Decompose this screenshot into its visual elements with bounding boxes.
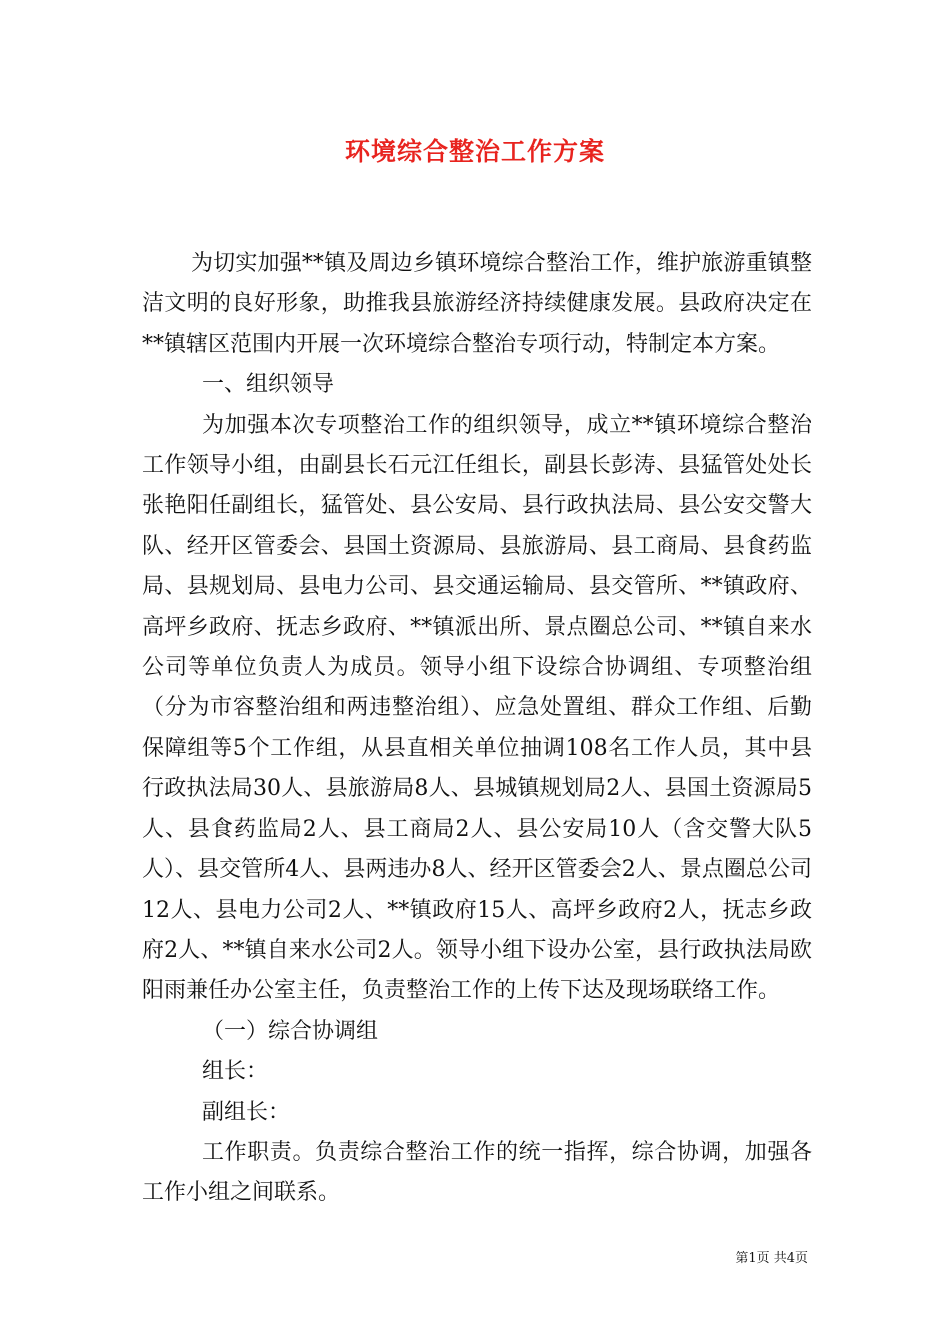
subsection-heading: （一）综合协调组 xyxy=(202,1018,379,1044)
leader-label: 组长： xyxy=(202,1059,269,1085)
section-heading: 一、组织领导 xyxy=(202,372,335,398)
intro-paragraph: 为切实加强**镇及周边乡镇环境综合整治工作，维护旅游重镇整洁文明的良好形象，助推我县旅游经济持续健康发展。县政府决定在**镇辖区范围内开展一次环境综合整治专项行动，特制定本方案。 xyxy=(142,251,812,357)
page-number-footer: 第1页 共4页 xyxy=(735,1251,808,1266)
deputy-leader-label: 副组长： xyxy=(202,1099,291,1125)
duty-paragraph: 工作职责。负责综合整治工作的统一指挥，综合协调，加强各工作小组之间联系。 xyxy=(142,1139,812,1206)
section-body-paragraph: 为加强本次专项整治工作的组织领导，成立**镇环境综合整治工作领导小组，由副县长石元江任组长，副县长彭涛、县猛管处处长张艳阳任副组长，猛管处、县公安局、县行政执法局、县公安交警大队、经开区管委会、县国土资源局、县旅游局、县工商局、县食药监局、县规划局、县电力公司、县交通运输局、县交管所、**镇政府、高坪乡政府、抚志乡政府、**镇派出所、景点圈总公司、**镇自来水公司等单位负责人为成员。领导小组下设综合协调组、专项整治组（分为市容整治组和两违整治组）、应急处置组、群众工作组、后勤保障组等5个工作组，从县直相关单位抽调108名工作人员，其中县行政执法局30人、县旅游局8人、县城镇规划局2人、县国土资源局5人、县食药监局2人、县工商局2人、县公安局10人（含交警大队5人）、县交管所4人、县两违办8人、经开区管委会2人、景点圈总公司12人、县电力公司2人、**镇政府15人、高坪乡政府2人，抚志乡政府2人、**镇自来水公司2人。领导小组下设办公室，县行政执法局欧阳雨兼任办公室主任，负责整治工作的上传下达及现场联络工作。 xyxy=(142,412,812,1004)
document-body xyxy=(142,244,812,1214)
document-title: 环境综合整治工作方案 xyxy=(344,137,605,166)
